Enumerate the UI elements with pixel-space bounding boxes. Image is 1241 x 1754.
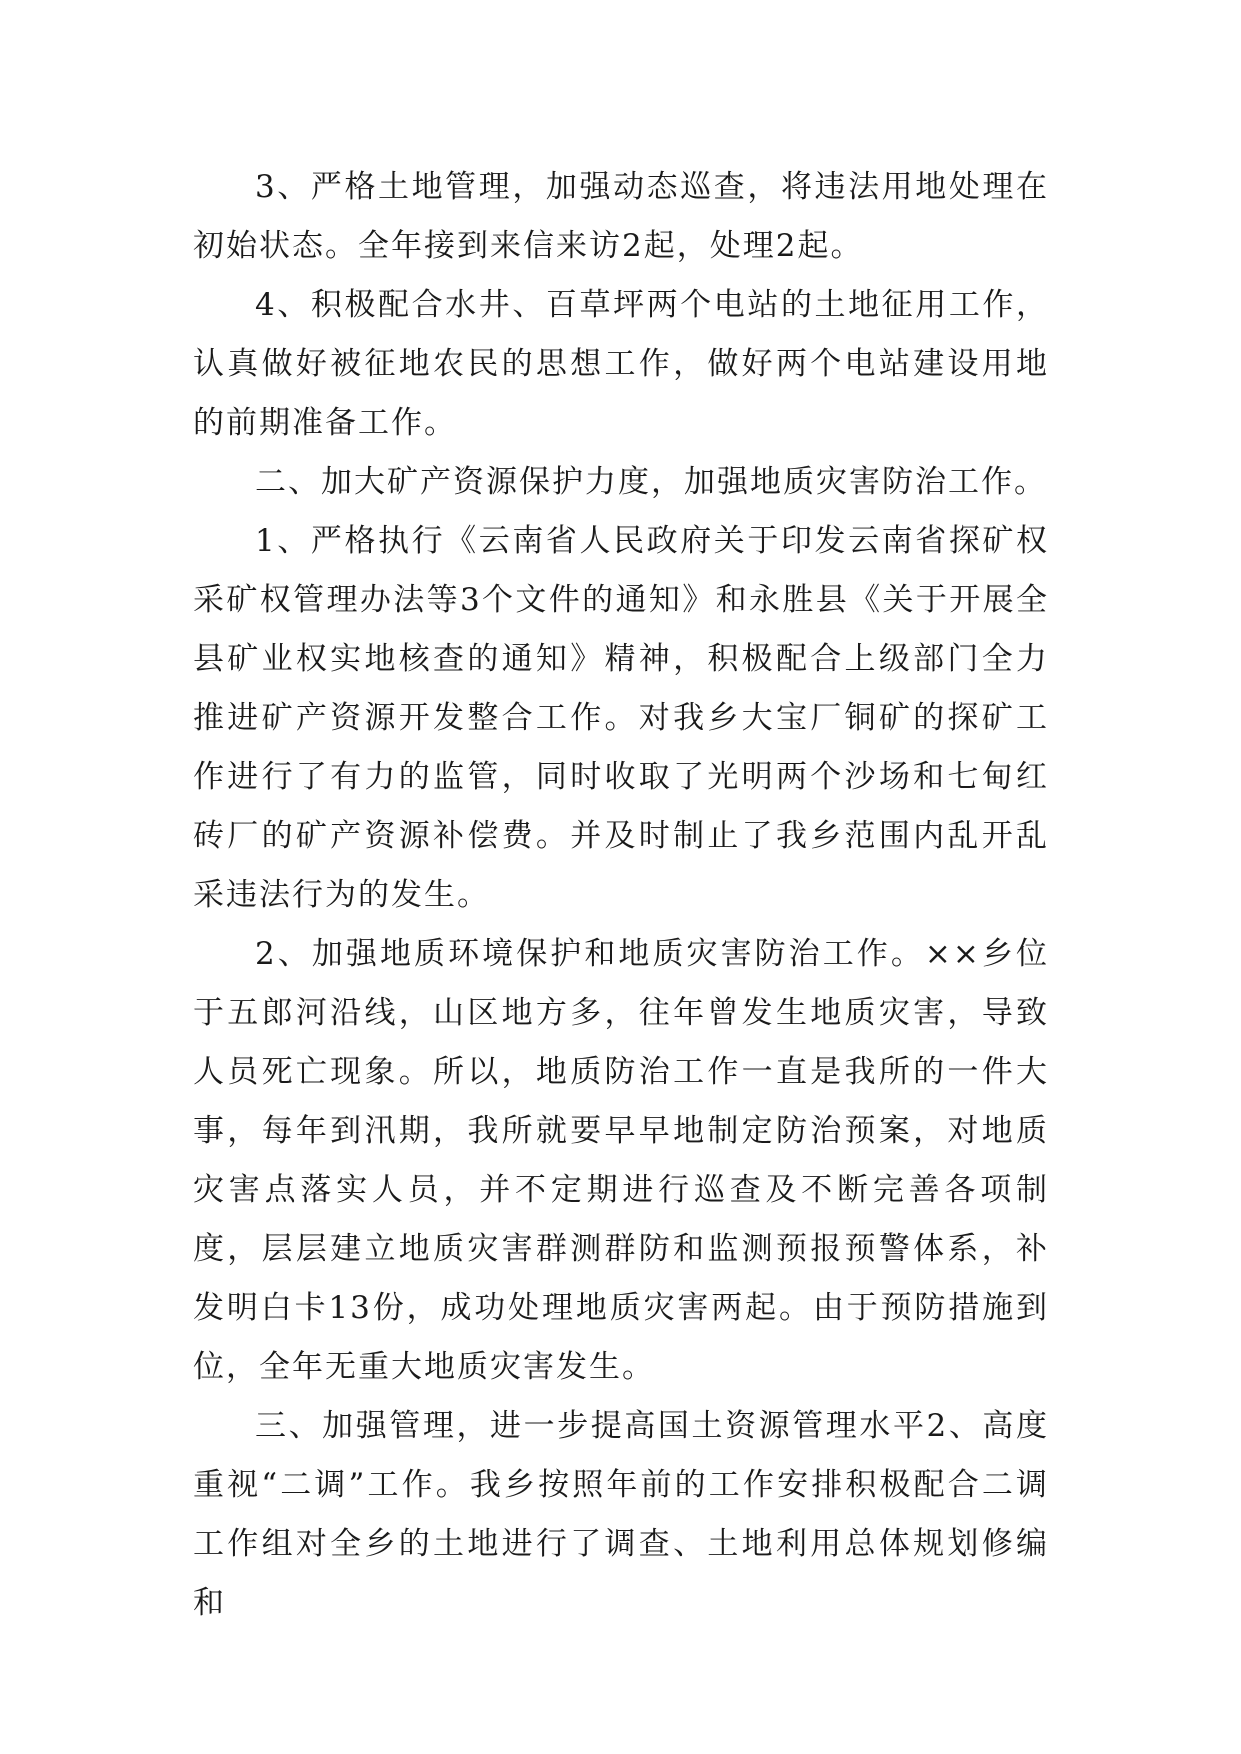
paragraph-mining-rights: 1、严格执行《云南省人民政府关于印发云南省探矿权采矿权管理办法等3个文件的通知》和永胜县《关于开展全县矿业权实地核查的通知》精神，积极配合上级部门全力推进矿产资源开发整合工作。对我乡大宝厂铜矿的探矿工作进行了有力的监管，同时收取了光明两个沙场和七甸红砖厂的矿产资源补偿费。并及时制止了我乡范围内乱开乱采违法行为的发生。 bbox=[193, 523, 1049, 913]
paragraph-land-management: 3、严格土地管理，加强动态巡查，将违法用地处理在初始状态。全年接到来信来访2起，处理2起。 bbox=[193, 169, 1049, 264]
document-body bbox=[193, 158, 1049, 1633]
paragraph-geological-disaster: 2、加强地质环境保护和地质灾害防治工作。××乡位于五郎河沿线，山区地方多，往年曾发生地质灾害，导致人员死亡现象。所以，地质防治工作一直是我所的一件大事，每年到汛期，我所就要早早地制定防治预案，对地质灾害点落实人员，并不定期进行巡查及不断完善各项制度，层层建立地质灾害群测群防和监测预报预警体系，补发明白卡13份，成功处理地质灾害两起。由于预防措施到位，全年无重大地质灾害发生。 bbox=[193, 936, 1049, 1385]
paragraph-power-station-land: 4、积极配合水井、百草坪两个电站的土地征用工作，认真做好被征地农民的思想工作，做好两个电站建设用地的前期准备工作。 bbox=[193, 287, 1049, 441]
section-heading-mineral-resources: 二、加大矿产资源保护力度，加强地质灾害防治工作。 bbox=[255, 464, 1047, 500]
paragraph-management-survey: 三、加强管理，进一步提高国土资源管理水平2、高度重视“二调”工作。我乡按照年前的工作安排积极配合二调工作组对全乡的土地进行了调查、土地利用总体规划修编和 bbox=[193, 1408, 1049, 1621]
